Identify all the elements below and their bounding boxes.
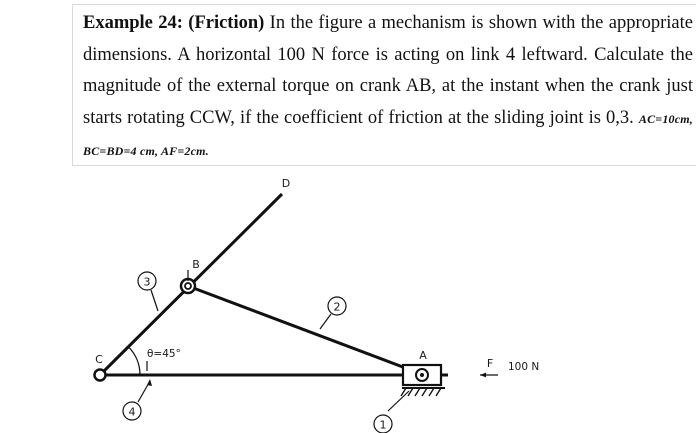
force-arrow-head bbox=[480, 373, 486, 378]
link-2-number: 2 bbox=[333, 300, 341, 314]
joint-b-inner bbox=[185, 283, 191, 289]
link-3-number: 3 bbox=[143, 275, 151, 289]
leader-arrow-4 bbox=[147, 379, 152, 386]
link-1-number: 1 bbox=[379, 418, 387, 432]
problem-body: In the figure a mechanism is shown with the appropriate dimensions. A horizontal 100 N force is acting on link 4 leftward. Calculate the magnitude of the external torque on crank AB, at the instant when the crank just starts rotating CCW, if the coefficient of friction at the sliding joint is 0,3. bbox=[83, 13, 693, 128]
link-2-crank bbox=[188, 286, 424, 375]
pivot-a-inner bbox=[420, 373, 424, 377]
ground-hatch bbox=[401, 388, 441, 396]
point-a-label: A bbox=[419, 349, 427, 362]
angle-label: θ=45° bbox=[147, 348, 181, 360]
point-c-label: C bbox=[95, 353, 103, 366]
problem-title: Example 24: (Friction) bbox=[83, 13, 265, 33]
leader-lines bbox=[138, 270, 409, 411]
angle-arc bbox=[128, 347, 140, 375]
point-f-label: F bbox=[486, 357, 494, 370]
problem-dimensions: AC=10cm, BC=BD=4 cm, AF=2cm. bbox=[83, 111, 693, 159]
point-b-label: B bbox=[192, 258, 200, 271]
force-label: 100 N bbox=[508, 361, 540, 373]
link-4-number: 4 bbox=[128, 405, 136, 419]
joint-c bbox=[95, 370, 106, 381]
point-d-label: D bbox=[281, 177, 291, 190]
